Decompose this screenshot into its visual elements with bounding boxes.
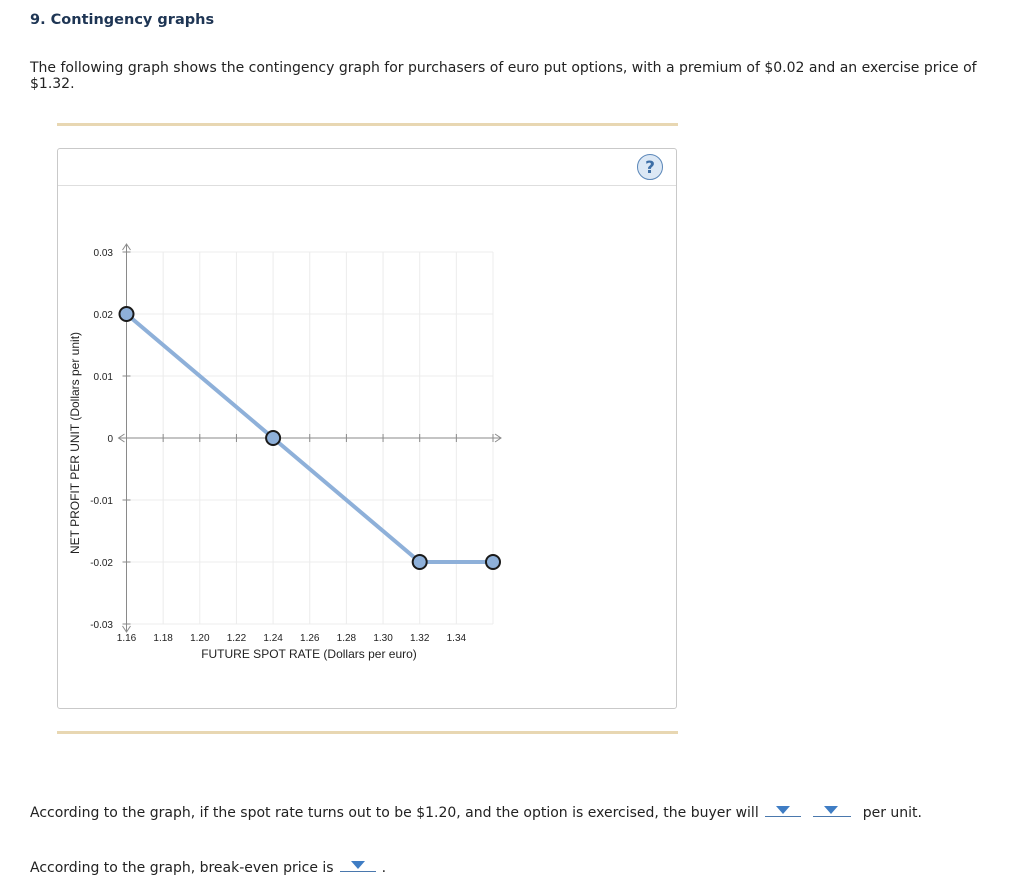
x-tick-label: 1.30 (373, 633, 393, 644)
y-axis-title: NET PROFIT PER UNIT (Dollars per unit) (68, 331, 82, 555)
question1-text: According to the graph, if the spot rate turns out to be $1.20, and the option is exercised, the buyer will (30, 805, 759, 821)
y-tick-label: -0.01 (90, 496, 113, 507)
intro-text: The following graph shows the contingency graph for purchasers of euro put options, with a premium of $0.02 and an exercise price of $1.32. (30, 60, 977, 92)
x-tick-label: 1.34 (446, 633, 467, 644)
help-icon[interactable]: ? (637, 154, 663, 180)
y-tick-label: 0.01 (93, 372, 113, 383)
x-tick-label: 1.20 (190, 633, 210, 644)
x-tick-label: 1.28 (336, 633, 357, 644)
section-title: 9. Contingency graphs (30, 12, 215, 28)
bottom-divider (57, 731, 678, 734)
y-tick-label: 0.02 (93, 310, 113, 321)
question-break-even (30, 857, 386, 876)
question2-suffix: . (381, 860, 387, 876)
x-tick-label: 1.32 (409, 633, 430, 644)
amount-dropdown[interactable] (813, 802, 851, 817)
x-tick-label: 1.22 (226, 633, 247, 644)
x-tick-label: 1.16 (116, 633, 137, 644)
question-spot-rate (30, 802, 922, 821)
data-point (266, 431, 280, 445)
data-point (486, 555, 500, 569)
data-point (413, 555, 427, 569)
question1-suffix: per unit. (862, 805, 922, 821)
question2-text: According to the graph, break-even price is (30, 860, 334, 876)
x-tick-label: 1.24 (263, 633, 283, 644)
y-tick-label: -0.03 (90, 620, 113, 631)
y-tick-label: -0.02 (90, 558, 113, 569)
y-tick-label: 0 (107, 434, 113, 445)
x-tick-label: 1.18 (153, 633, 173, 644)
break-even-dropdown[interactable] (340, 857, 376, 872)
gain-loss-dropdown[interactable] (765, 802, 801, 817)
data-point (120, 307, 134, 321)
x-axis-title: FUTURE SPOT RATE (Dollars per euro) (201, 647, 417, 661)
x-tick-label: 1.26 (300, 633, 320, 644)
y-tick-label: 0.03 (93, 248, 113, 259)
